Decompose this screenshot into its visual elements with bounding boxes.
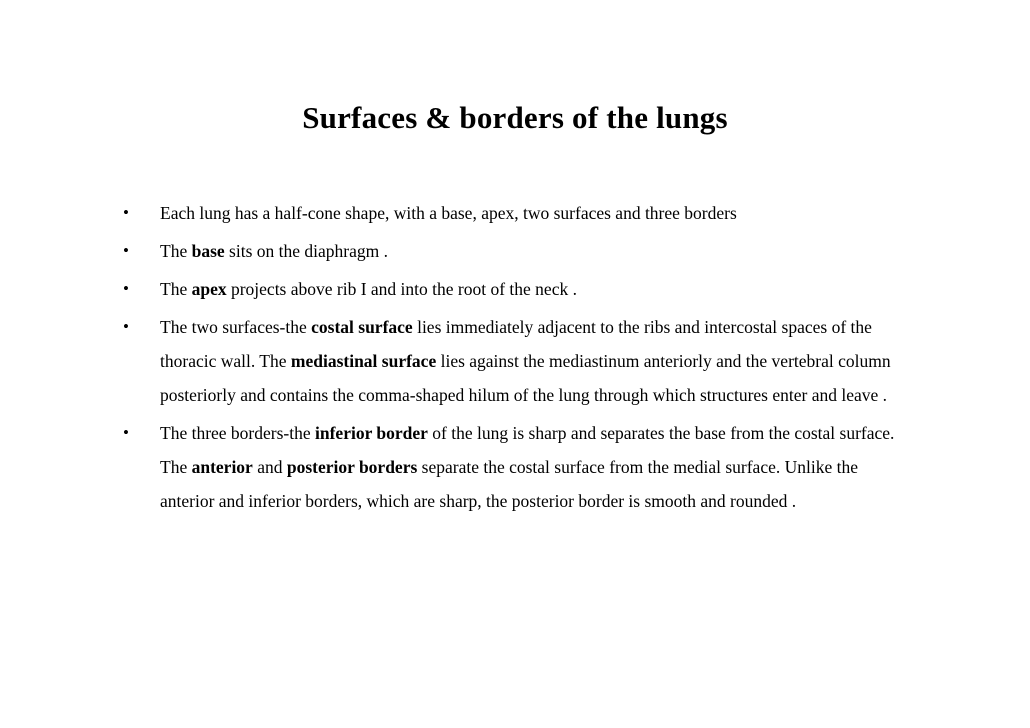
bullet-text: The xyxy=(160,241,192,261)
bold-term: apex xyxy=(191,279,227,299)
bullet-text: The three borders-the xyxy=(160,423,315,443)
bullet-item xyxy=(0,196,1030,230)
bullet-icon: • xyxy=(123,423,129,442)
bullet-text: projects above rib I and into the root of the neck . xyxy=(226,279,577,299)
bullet-text: The xyxy=(160,279,192,299)
bold-term: costal surface xyxy=(311,317,413,337)
bullet-icon: • xyxy=(123,279,129,298)
bullet-list xyxy=(0,196,1030,522)
bullet-icon: • xyxy=(123,203,129,222)
bullet-item xyxy=(0,272,1030,306)
bullet-text: sits on the diaphragm . xyxy=(224,241,388,261)
bullet-text: separate the costal surface from the medial surface. Unlike the anterior and inferior borders, which are sharp, the posterior border is smooth and rounded . xyxy=(160,457,858,511)
bullet-icon: • xyxy=(123,317,129,336)
bullet-icon: • xyxy=(123,241,129,260)
bold-term: base xyxy=(191,241,225,261)
bullet-text: The two surfaces-the xyxy=(160,317,312,337)
bold-term: anterior xyxy=(191,457,253,477)
bullet-text: of the lung is sharp and separates the base from the costal surface. The xyxy=(160,423,895,477)
bullet-text: lies against the mediastinum anteriorly and the vertebral column posteriorly and contains the comma-shaped hilum of the lung through which structures enter and leave . xyxy=(160,351,891,405)
bold-term: posterior borders xyxy=(286,457,418,477)
slide-title: Surfaces & borders of the lungs xyxy=(302,100,728,135)
bullet-item xyxy=(0,234,1030,268)
bullet-item xyxy=(0,310,1030,412)
bold-term: mediastinal surface xyxy=(290,351,437,371)
bullet-text: Each lung has a half-cone shape, with a base, apex, two surfaces and three borders xyxy=(160,203,737,223)
bullet-item xyxy=(0,416,1030,518)
bullet-text: and xyxy=(252,457,287,477)
bold-term: inferior border xyxy=(315,423,428,443)
bullet-text: lies immediately adjacent to the ribs and intercostal spaces of the thoracic wall. The xyxy=(160,317,872,371)
